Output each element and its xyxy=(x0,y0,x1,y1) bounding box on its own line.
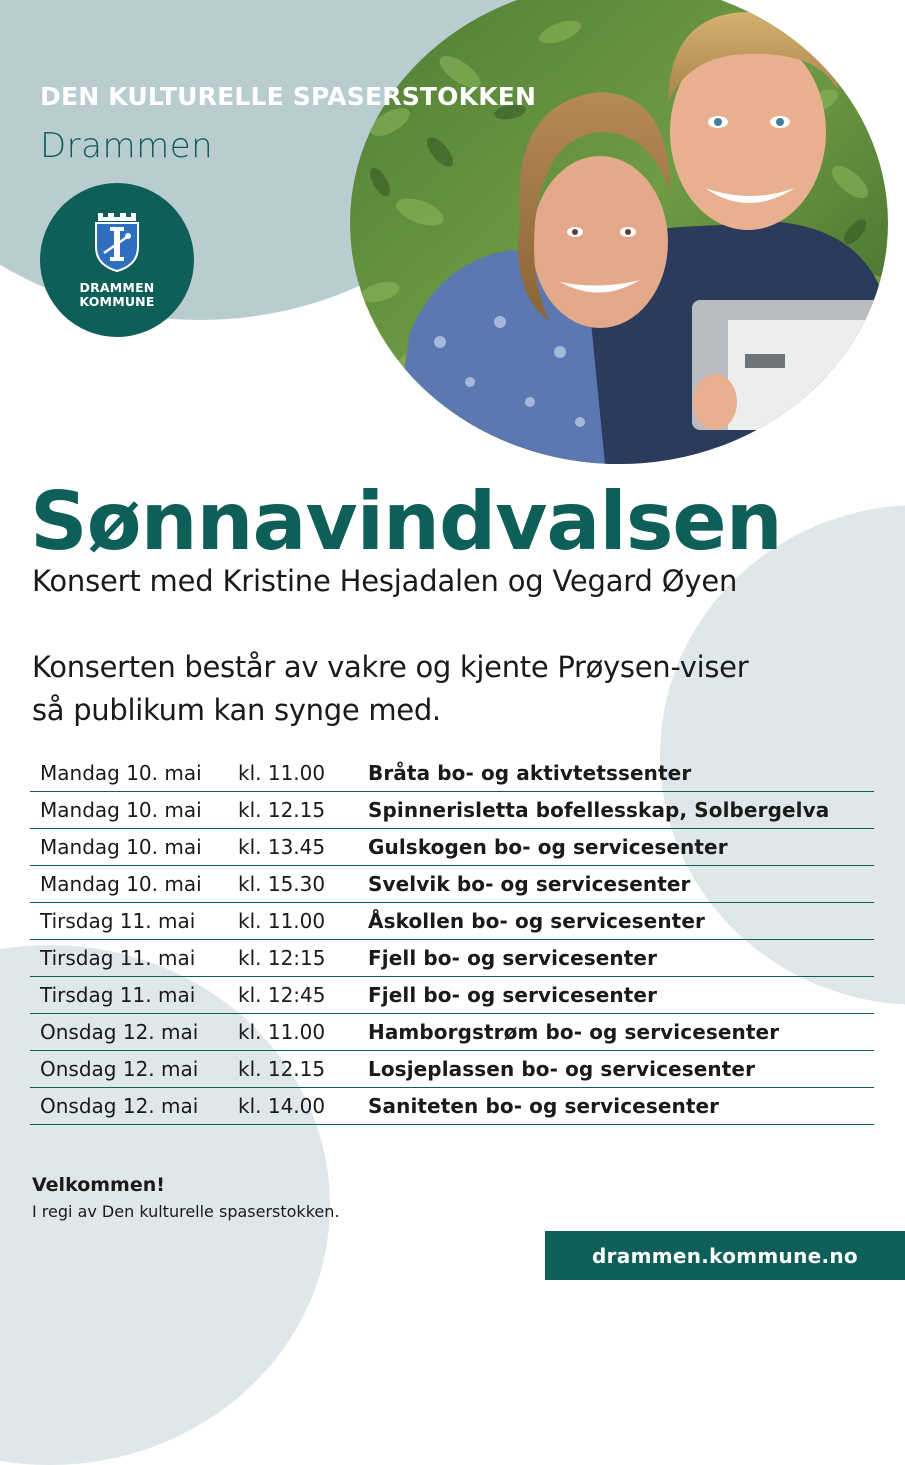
schedule-venue: Hamborgstrøm bo- og servicesenter xyxy=(368,1020,780,1044)
schedule-table xyxy=(30,755,874,1125)
schedule-day: Tirsdag 11. mai xyxy=(40,909,196,933)
schedule-venue: Svelvik bo- og servicesenter xyxy=(368,872,691,896)
drammen-kommune-logo xyxy=(40,183,194,337)
website-link[interactable]: drammen.kommune.no xyxy=(545,1231,905,1280)
schedule-day: Onsdag 12. mai xyxy=(40,1094,199,1118)
schedule-day: Mandag 10. mai xyxy=(40,872,202,896)
schedule-row xyxy=(30,940,874,977)
event-description xyxy=(32,646,748,732)
schedule-row xyxy=(30,1014,874,1051)
schedule-day: Onsdag 12. mai xyxy=(40,1020,199,1044)
description-line-2: så publikum kan synge med. xyxy=(32,693,441,727)
description-line-1: Konserten består av vakre og kjente Prøysen-viser xyxy=(32,650,749,684)
schedule-row xyxy=(30,866,874,903)
schedule-venue: Bråta bo- og aktivtetssenter xyxy=(368,761,692,785)
schedule-row xyxy=(30,1088,874,1125)
event-subtitle: Konsert med Kristine Hesjadalen og Vegard Øyen xyxy=(32,564,738,598)
schedule-day: Tirsdag 11. mai xyxy=(40,946,196,970)
schedule-time: kl. 13.45 xyxy=(238,835,326,859)
schedule-time: kl. 11.00 xyxy=(238,909,326,933)
schedule-venue: Gulskogen bo- og servicesenter xyxy=(368,835,728,859)
organizer-text: I regi av Den kulturelle spaserstokken. xyxy=(32,1202,340,1221)
schedule-venue: Spinnerisletta bofellesskap, Solbergelva xyxy=(368,798,830,822)
schedule-venue: Saniteten bo- og servicesenter xyxy=(368,1094,720,1118)
schedule-time: kl. 12:15 xyxy=(238,946,326,970)
schedule-time: kl. 14.00 xyxy=(238,1094,326,1118)
performers-photo xyxy=(350,0,888,464)
event-title: Sønnavindvalsen xyxy=(30,475,782,568)
schedule-venue: Åskollen bo- og servicesenter xyxy=(368,909,705,933)
welcome-text: Velkommen! xyxy=(32,1174,165,1196)
schedule-venue: Fjell bo- og servicesenter xyxy=(368,946,658,970)
schedule-time: kl. 12:45 xyxy=(238,983,326,1007)
schedule-day: Mandag 10. mai xyxy=(40,761,202,785)
schedule-time: kl. 15.30 xyxy=(238,872,326,896)
city-name: Drammen xyxy=(40,126,214,166)
schedule-day: Onsdag 12. mai xyxy=(40,1057,199,1081)
logo-text-line1: DRAMMEN xyxy=(79,280,155,295)
schedule-day: Mandag 10. mai xyxy=(40,835,202,859)
logo-text-line2: KOMMUNE xyxy=(79,294,155,309)
schedule-time: kl. 11.00 xyxy=(238,1020,326,1044)
schedule-venue: Losjeplassen bo- og servicesenter xyxy=(368,1057,756,1081)
schedule-row xyxy=(30,755,874,792)
coat-of-arms-icon xyxy=(92,209,142,273)
schedule-venue: Fjell bo- og servicesenter xyxy=(368,983,658,1007)
schedule-row xyxy=(30,829,874,866)
schedule-time: kl. 12.15 xyxy=(238,1057,326,1081)
series-title: DEN KULTURELLE SPASERSTOKKEN xyxy=(40,82,537,111)
schedule-row xyxy=(30,792,874,829)
schedule-time: kl. 11.00 xyxy=(238,761,326,785)
schedule-day: Tirsdag 11. mai xyxy=(40,983,196,1007)
schedule-time: kl. 12.15 xyxy=(238,798,326,822)
schedule-row xyxy=(30,1051,874,1088)
schedule-day: Mandag 10. mai xyxy=(40,798,202,822)
schedule-row xyxy=(30,903,874,940)
schedule-row xyxy=(30,977,874,1014)
